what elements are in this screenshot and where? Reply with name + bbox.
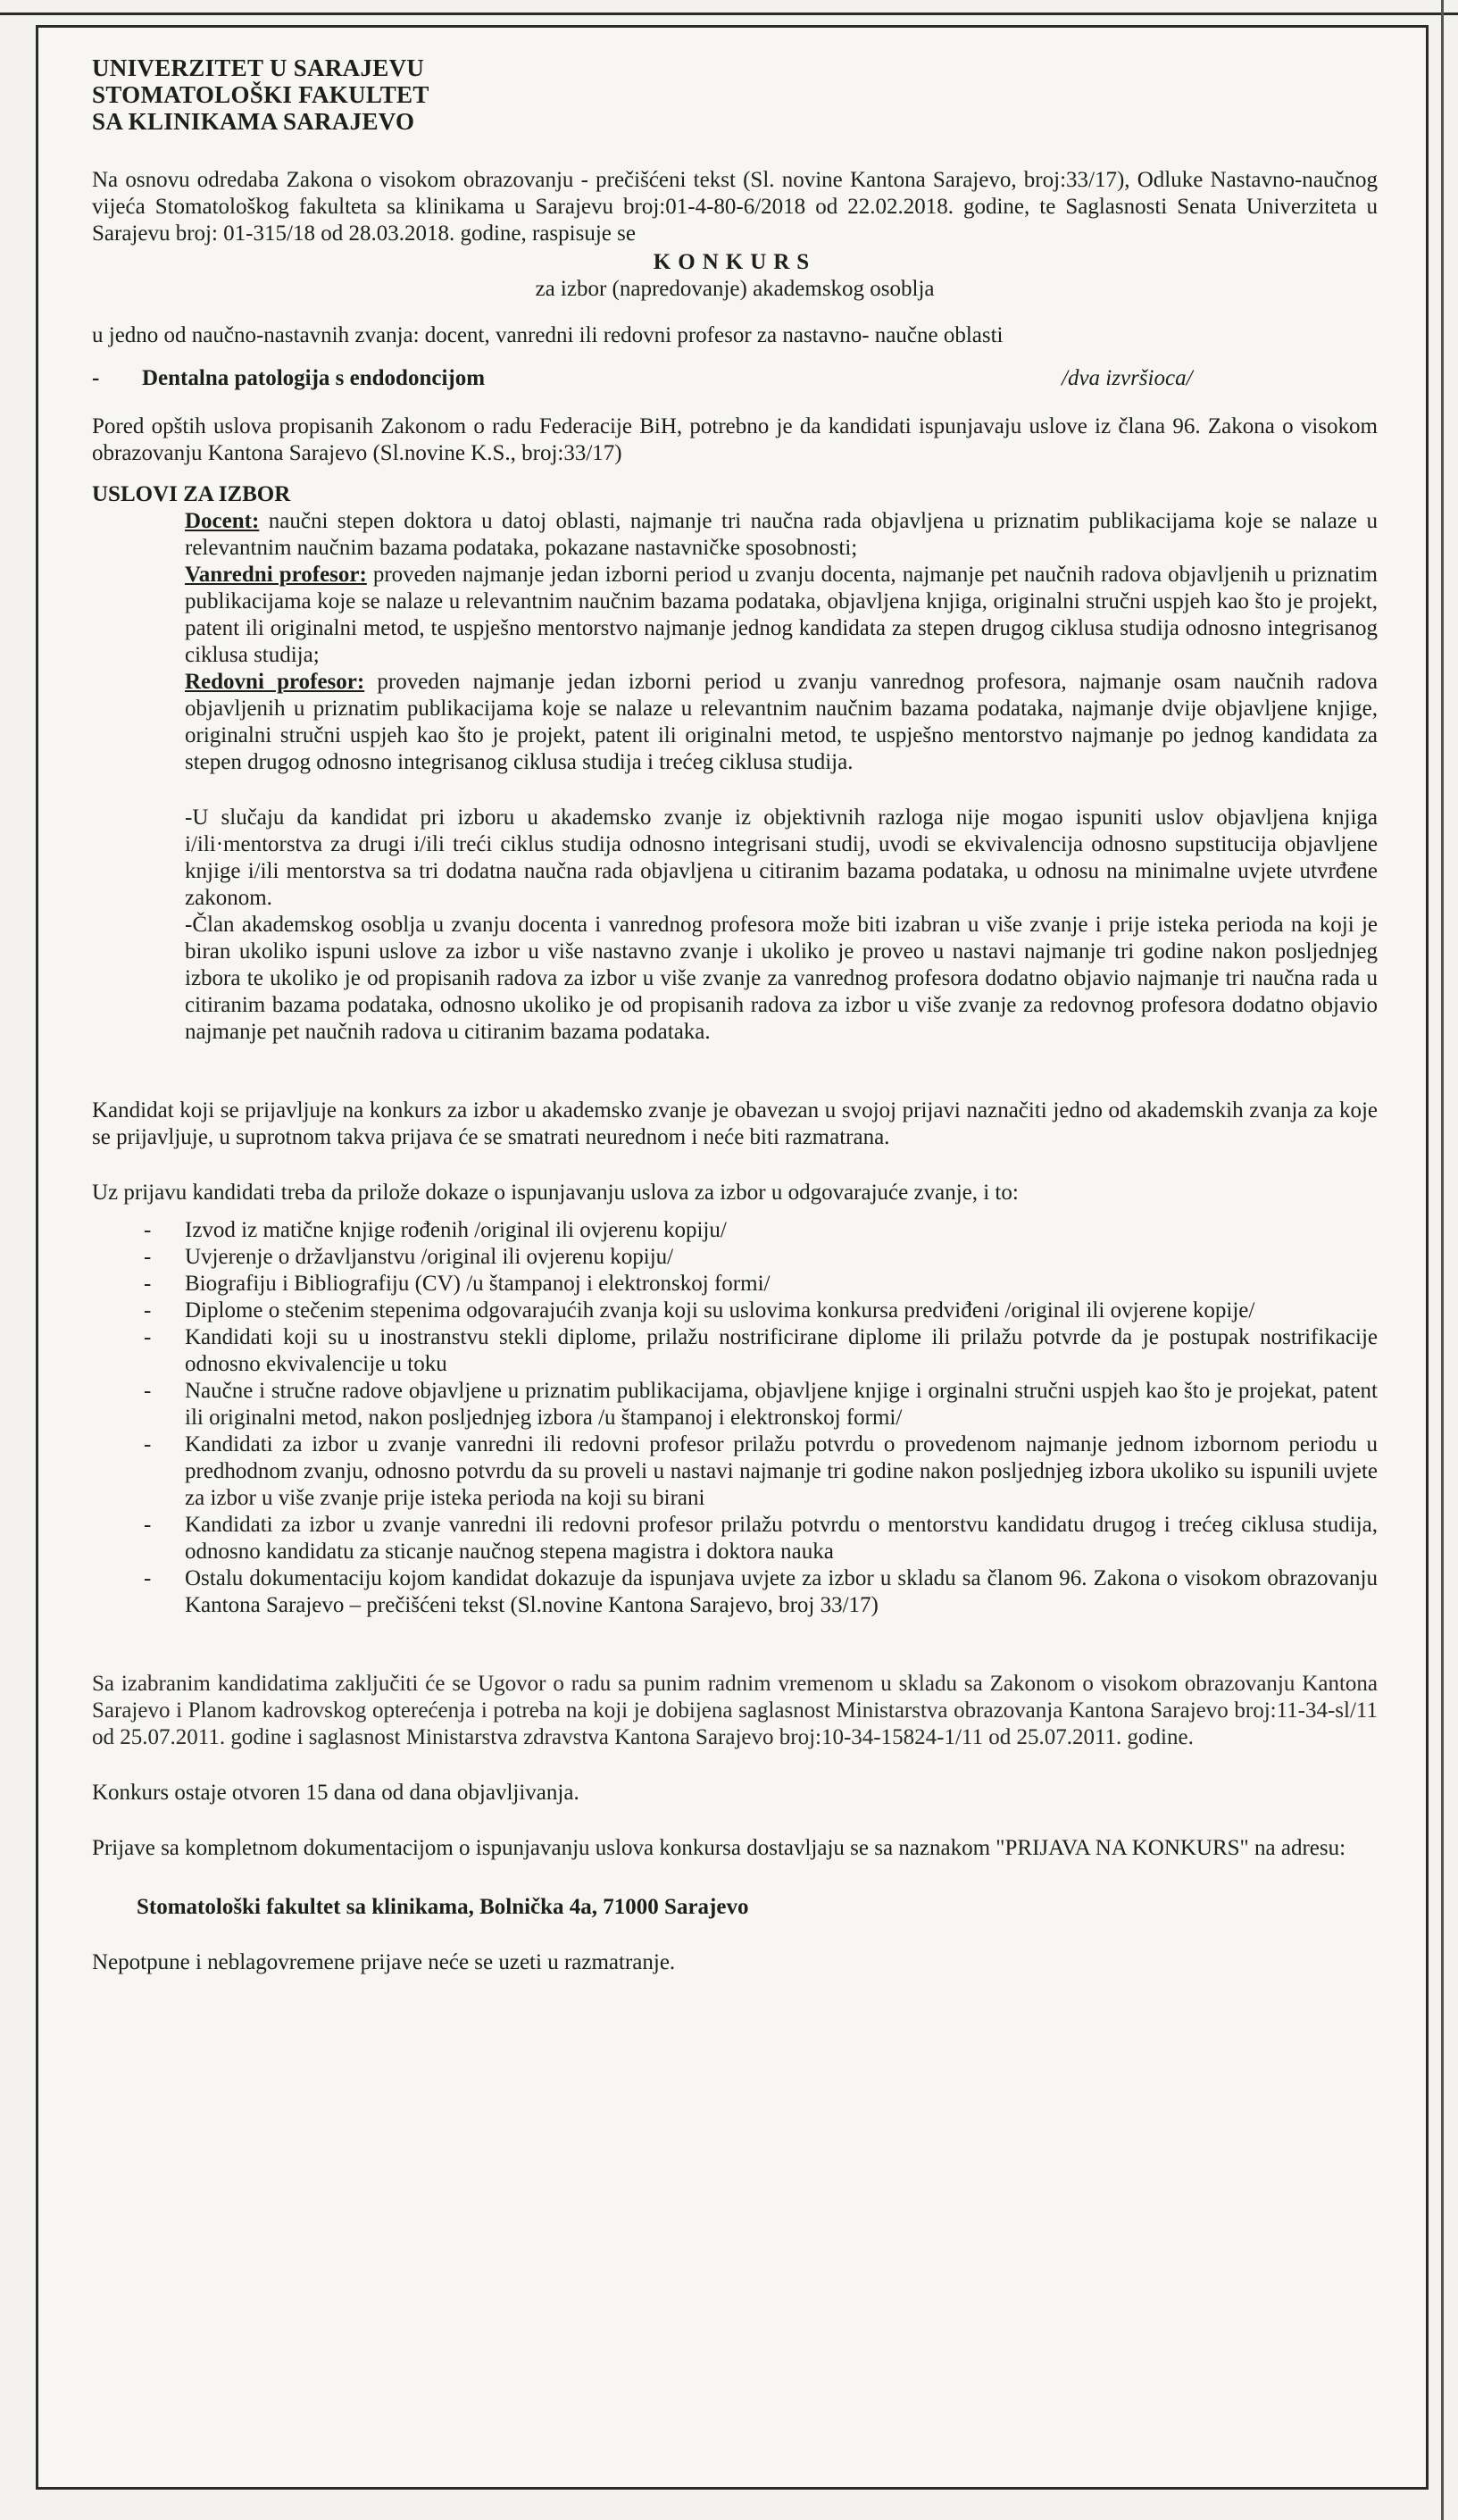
condition-redovni: [185, 669, 1378, 776]
condition-vanredni: [185, 562, 1378, 669]
list-item: [92, 1565, 1378, 1619]
list-bullet: -: [144, 1218, 152, 1242]
incomplete-note: Nepotpune i neblagovremene prijave neće se uzeti u razmatranje.: [92, 1950, 676, 1974]
list-bullet: -: [144, 1325, 152, 1349]
notice-content: [92, 54, 1378, 1976]
institution-header: [92, 54, 1378, 135]
list-bullet: -: [144, 1566, 152, 1590]
list-bullet: -: [144, 1513, 152, 1537]
ranks-paragraph: u jedno od naučno-nastavnih zvanja: docent, vanredni ili redovni profesor za nastavno- naučne oblasti: [92, 323, 1004, 347]
docent-text: naučni stepen doktora u datoj oblasti, najmanje tri naučna rada objavljena u priznatim publikacijama koje se nalaze u relevantnim naučnim bazama podataka, pokazane nastavničke sposobnosti;: [185, 509, 1378, 560]
submission-address: Stomatološki fakultet sa klinikama, Bolnička 4a, 71000 Sarajevo: [137, 1895, 749, 1919]
list-item-text: Naučne i stručne radove objavljene u priznatim publikacijama, objavljene knjige i orginalni stručni uspjeh kao što je projekat, patent ili originalni metod, nakon posljednjeg izbora /u štampanoj i elektronskoj formi/: [185, 1379, 1378, 1430]
list-item: [92, 1378, 1378, 1431]
contract-paragraph: Sa izabranim kandidatima zaključiti će se Ugovor o radu sa punim radnim vremenom u skladu sa Zakonom o visokom obrazovanju Kantona Sarajevo i Planom kadrovskog opterećenja i potreba na koji je dobijena saglasnost Ministarstva obrazovanja Kantona Sarajevo broj:11-34-sl/11 od 25.07.2011. godine i saglasnost Ministarstva zdravstva Kantona Sarajevo broj:10-34-15824-1/11 od 25.07.2011. godine.: [92, 1672, 1378, 1749]
field-row: [92, 365, 1378, 392]
institution-line-1: UNIVERZITET U SARAJEVU: [92, 54, 425, 81]
notice-title: KONKURS: [653, 250, 817, 274]
list-item-text: Diplome o stečenim stepenima odgovarajućih zvanja koji su uslovima konkursa predviđeni /original ili ovjerene kopije/: [185, 1298, 1255, 1323]
list-bullet: -: [144, 1298, 152, 1323]
redovni-text: proveden najmanje jedan izborni period u zvanju vanrednog profesora, najmanje osam naučnih radova objavljenih u priznatim publikacijama koje se nalaze u relevantnim naučnim bazama podataka, najmanje dvije objavljene knjige, originalni stručni uspjeh kao što je projekt, patent ili originalni metod, te uspješno mentorstvo najmanje po jednog kandidata za stepen drugog odnosno integrisanog ciklusa studija i trećeg ciklusa studija.: [185, 670, 1378, 774]
list-item: [92, 1217, 1378, 1244]
redovni-label: Redovni profesor:: [185, 670, 365, 694]
list-item-text: Kandidati za izbor u zvanje vanredni ili redovni profesor prilažu potvrdu o provedenom najmanje jednom izbornom periodu u predhodnom zvanju, odnosno potvrdu da su proveli u nastavi najmanje tri godine nakon posljednjeg izbora ukoliko su ispunili uvjete za izbor u više zvanje prije isteka perioda na koji su birani: [185, 1432, 1378, 1510]
note-equivalence: -U slučaju da kandidat pri izboru u akademsko zvanje iz objektivnih razloga nije mogao ispuniti uslov objavljena knjiga i/ili·mentorstva za drugi i/ili treći ciklus studija odnosno integrisani studij, uvodi se ekvivalencija odnosno supstitucija objavljene knjige i/ili mentorstva sa tri dodatna naučna rada objavljena u citiranim bazama podataka, u odnosu na minimalne uvjete utvrđene zakonom.: [185, 805, 1378, 910]
top-border: [0, 0, 1458, 15]
notice-frame: [36, 25, 1429, 2490]
candidate-paragraph: Kandidat koji se prijavljuje na konkurs za izbor u akademsko zvanje je obavezan u svojoj prijavi naznačiti jedno od akademskih zvanja za koje se prijavljuje, u suprotnom takva prijava će se smatrati neurednom i neće biti razmatrana.: [92, 1098, 1378, 1149]
list-item: [92, 1271, 1378, 1298]
list-item-text: Izvod iz matične knjige rođenih /original ili ovjerenu kopiju/: [185, 1218, 727, 1242]
vanredni-label: Vanredni profesor:: [185, 563, 367, 587]
list-item-text: Biografiju i Bibliografiju (CV) /u štampanoj i elektronskoj formi/: [185, 1272, 771, 1296]
institution-line-3: SA KLINIKAMA SARAJEVO: [92, 108, 415, 135]
list-item-text: Kandidati za izbor u zvanje vanredni ili redovni profesor prilažu potvrdu o mentorstvu kandidatu drugog i trećeg ciklusa studija, odnosno kandidatu za sticanje naučnog stepena magistra i doktora nauka: [185, 1513, 1378, 1564]
list-item: [92, 1512, 1378, 1565]
list-item-text: Ostalu dokumentaciju kojom kandidat dokazuje da ispunjava uvjete za izbor u skladu sa članom 96. Zakona o visokom obrazovanju Kantona Sarajevo – prečišćeni tekst (Sl.novine Kantona Sarajevo, broj 33/17): [185, 1566, 1378, 1617]
list-bullet: -: [144, 1379, 152, 1403]
list-item-text: Uvjerenje o državljanstvu /original ili ovjerenu kopiju/: [185, 1245, 674, 1269]
general-conditions: Pored opštih uslova propisanih Zakonom o radu Federacije BiH, potrebno je da kandidati ispunjavaju uslove iz člana 96. Zakona o visokom obrazovanju Kantona Sarajevo (Sl.novine K.S., broj:33/17): [92, 414, 1378, 465]
list-item: [92, 1298, 1378, 1324]
notice-subtitle: za izbor (napredovanje) akademskog osoblja: [535, 277, 935, 301]
submission-paragraph: Prijave sa kompletnom dokumentacijom o ispunjavanju uslova konkursa dostavljaju se sa naznakom "PRIJAVA NA KONKURS" na adresu:: [92, 1836, 1346, 1860]
intro-paragraph: Na osnovu odredaba Zakona o visokom obrazovanju - prečišćeni tekst (Sl. novine Kantona Sarajevo, broj:33/17), Odluke Nastavno-naučnog vijeća Stomatološkog fakulteta sa klinikama u Sarajevu broj:01-4-80-6/2018 od 22.02.2018. godine, te Saglasnosti Senata Univerziteta u Sarajevu broj: 01-315/18 od 28.03.2018. godine, raspisuje se: [92, 168, 1378, 246]
note-early-promotion: -Član akademskog osoblja u zvanju docenta i vanrednog profesora može biti izabran u više zvanje i prije isteka perioda na koji je biran ukoliko ispuni uslove za izbor u više nastavno zvanje i ukoliko je proveo u nastavi najmanje tri godine nakon posljednjeg izbora te ukoliko je od propisanih radova za izbor u više zvanje za vanrednog profesora dodatno objavio najmanje tri naučna rada u citiranim bazama podataka, odnosno ukoliko je od propisanih radova za izbor u više zvanje za redovnog profesora dodatno objavio najmanje pet naučnih radova u citiranim bazama podataka.: [185, 913, 1378, 1044]
field-positions: /dva izvršioca/: [1062, 366, 1193, 390]
condition-docent: [185, 508, 1378, 562]
list-item: [92, 1244, 1378, 1271]
list-item-text: Kandidati koji su u inostranstvu stekli diplome, prilažu nostrificirane diplome ili prilažu potvrde da je postupak nostrifikacije odnosno ekvivalencije u toku: [185, 1325, 1378, 1376]
list-bullet: -: [144, 1432, 152, 1456]
list-bullet: -: [144, 1245, 152, 1269]
list-bullet: -: [144, 1272, 152, 1296]
right-border: [1441, 0, 1444, 2520]
conditions-heading: USLOVI ZA IZBOR: [92, 482, 291, 506]
field-name: Dentalna patologija s endodoncijom: [142, 366, 486, 390]
documents-list: [92, 1217, 1378, 1619]
list-item: [92, 1324, 1378, 1378]
field-dash: -: [92, 366, 100, 390]
list-item: [92, 1431, 1378, 1512]
open-period: Konkurs ostaje otvoren 15 dana od dana objavljivanja.: [92, 1781, 579, 1805]
documents-intro: Uz prijavu kandidati treba da prilože dokaze o ispunjavanju uslova za izbor u odgovarajuće zvanje, i to:: [92, 1181, 1019, 1205]
vanredni-text: proveden najmanje jedan izborni period u zvanju docenta, najmanje pet naučnih radova objavljenih u priznatim publikacijama koje se nalaze u relevantnim naučnim bazama podataka, objavljena knjiga, originalni stručni uspjeh kao što je projekt, patent ili originalni metod, te uspješno mentorstvo najmanje jednog kandidata za stepen drugog ciklusa studija odnosno integrisanog ciklusa studija;: [185, 563, 1378, 667]
docent-label: Docent:: [185, 509, 260, 533]
institution-line-2: STOMATOLOŠKI FAKULTET: [92, 81, 429, 108]
